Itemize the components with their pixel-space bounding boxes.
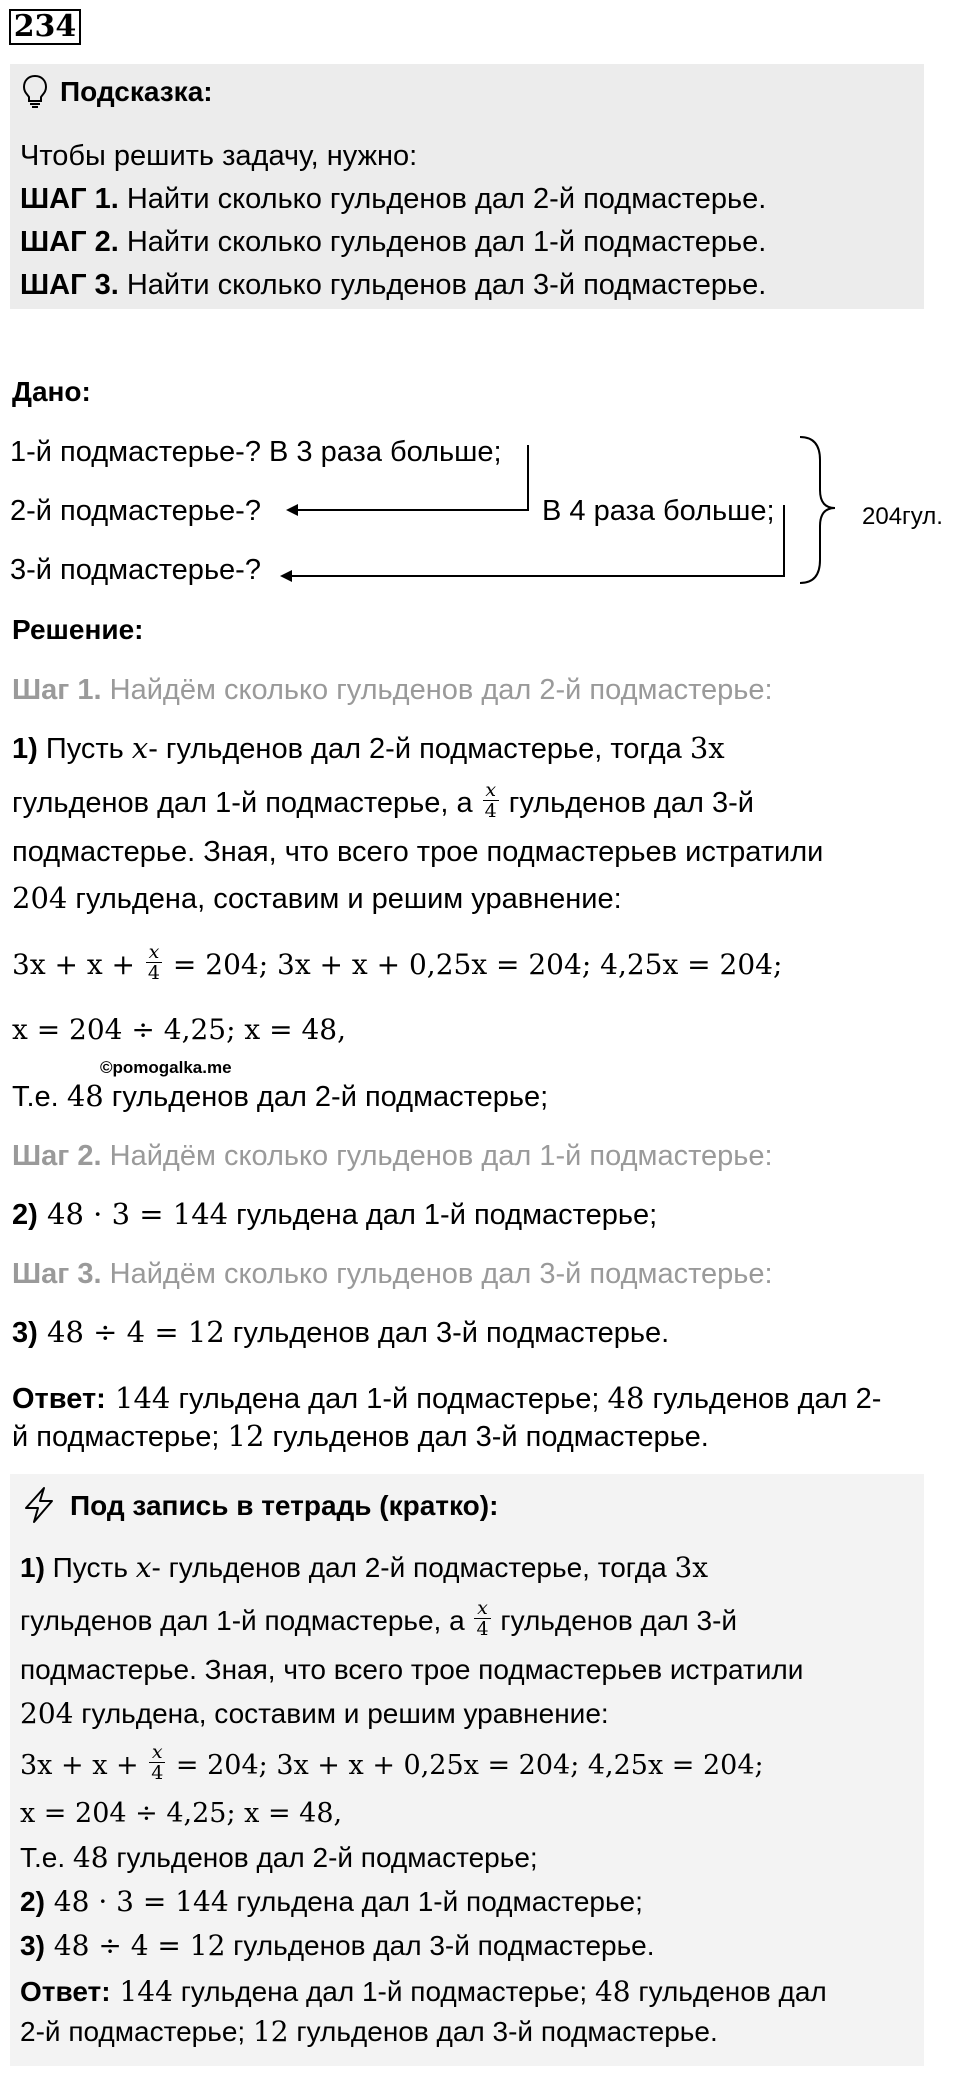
hint-step-label: ШАГ 3. — [20, 269, 119, 301]
solution-title: Решение: — [12, 614, 144, 645]
text: Пусть — [44, 1552, 136, 1583]
solution-step-2-calc — [12, 1196, 657, 1233]
text: гульденов дал 3-й — [492, 1604, 738, 1636]
hint-title: Подсказка: — [60, 76, 213, 107]
text: Пусть — [37, 733, 132, 765]
text: й подмастерье; — [12, 1421, 228, 1453]
short-line-5 — [20, 1840, 538, 1876]
short-answer-line-1 — [20, 1974, 827, 2010]
math-number: 48 — [607, 1381, 645, 1415]
text: гульденов дал 3-й подмастерье. — [288, 2016, 718, 2047]
math-fraction — [483, 780, 499, 821]
fraction-numerator: x — [483, 780, 499, 801]
text: Т.е. — [12, 1081, 67, 1113]
math-number: 12 — [227, 1419, 265, 1453]
short-equation-2: x = 204 ÷ 4,25; x = 48, — [20, 1798, 343, 1829]
solution-step-1-heading — [12, 672, 773, 708]
answer-label: Ответ: — [12, 1383, 106, 1415]
text: гульденов дал 3-й — [500, 787, 754, 820]
math-expression: 3x — [689, 731, 725, 765]
math-expression: 48 ÷ 4 = 12 — [37, 1315, 225, 1349]
item-number: 2) — [12, 1199, 38, 1231]
item-number: 1) — [20, 1552, 45, 1583]
hint-step-label: ШАГ 2. — [20, 226, 119, 258]
math-number: 48 — [72, 1841, 109, 1874]
arrow-head — [286, 504, 298, 516]
hint-intro: Чтобы решить задачу, нужно: — [20, 140, 418, 172]
solution-step-3-heading — [12, 1256, 773, 1292]
math-expression: 48 · 3 = 144 — [37, 1197, 229, 1231]
text: гульденов дал 3-й подмастерье. — [264, 1421, 709, 1453]
math-variable: x — [135, 1551, 152, 1584]
item-number: 1) — [12, 733, 38, 765]
text: гульденов дал 1-й подмастерье, а — [12, 787, 481, 820]
solution-paragraph-line-1 — [12, 730, 725, 767]
text: гульденов дал 3-й подмастерье. — [224, 1317, 670, 1349]
short-step-3 — [20, 1928, 655, 1964]
short-equation-1 — [20, 1741, 764, 1787]
text: гульдена дал 1-й подмастерье; — [228, 1199, 658, 1231]
math-number: 48 — [594, 1975, 631, 2008]
text: 2-й подмастерье; — [20, 2016, 253, 2047]
math-fraction — [474, 1598, 490, 1639]
item-number: 3) — [20, 1930, 45, 1961]
step-text: Найдём сколько гульденов дал 2-й подмастерье: — [101, 674, 773, 706]
answer-label: Ответ: — [20, 1976, 111, 2007]
math-expression: 48 ÷ 4 = 12 — [44, 1929, 226, 1962]
lightning-icon — [22, 1486, 56, 1524]
fraction-numerator: x — [474, 1598, 490, 1619]
text: гульденов дал 2- — [644, 1383, 882, 1415]
math-expression: = 204; 3x + x + 0,25x = 204; 4,25x = 204; — [167, 1750, 764, 1781]
text: гульдена дал 1-й подмастерье; — [170, 1383, 608, 1415]
math-number: 12 — [252, 2015, 289, 2048]
text: - гульденов дал 2-й подмастерье, тогда — [151, 1552, 675, 1583]
step-text: Найдём сколько гульденов дал 1-й подмастерье: — [101, 1140, 773, 1172]
given-row-2: 2-й подмастерье-? — [10, 495, 261, 527]
text: - гульденов дал 2-й подмастерье, тогда — [148, 733, 690, 765]
math-number: 204 — [12, 881, 68, 915]
short-notes-box — [10, 1474, 924, 2066]
given-row-2-relation: В 4 раза больше; — [542, 495, 775, 527]
text: гульдена, составим и решим уравнение: — [73, 1698, 609, 1729]
item-number: 2) — [20, 1886, 45, 1917]
math-number: 204 — [20, 1697, 74, 1730]
solution-paragraph-line-3: подмастерье. Зная, что всего трое подмастерьев истратили — [12, 836, 824, 868]
text: гульдена дал 1-й подмастерье; — [228, 1886, 643, 1917]
text: Т.е. — [20, 1842, 73, 1873]
arrow-head — [280, 570, 292, 582]
arrow-2-to-3 — [284, 505, 784, 576]
given-title: Дано: — [12, 376, 91, 407]
math-expression: 3x — [674, 1551, 709, 1584]
given-total: 204гул. — [862, 503, 943, 530]
short-answer-line-2 — [20, 2014, 718, 2050]
fraction-denominator: 4 — [484, 800, 497, 822]
text: гульденов дал 2-й подмастерье; — [108, 1842, 538, 1873]
math-number: 48 — [66, 1079, 104, 1113]
fraction-numerator: x — [149, 1742, 165, 1763]
problem-number: 234 — [9, 9, 81, 45]
fraction-denominator: 4 — [151, 1762, 164, 1784]
answer-line-2 — [12, 1418, 709, 1455]
step-label: Шаг 1. — [12, 674, 102, 706]
given-row-3: 3-й подмастерье-? — [10, 554, 261, 586]
solution-equation-2: x = 204 ÷ 4,25; x = 48, — [12, 1013, 347, 1046]
text: гульденов дал 3-й подмастерье. — [225, 1930, 655, 1961]
short-step-2 — [20, 1884, 643, 1920]
answer-line-1 — [12, 1380, 881, 1417]
short-line-1 — [20, 1550, 708, 1586]
math-number: 144 — [105, 1381, 171, 1415]
hint-step-label: ШАГ 1. — [20, 183, 119, 215]
step-text: Найдём сколько гульденов дал 3-й подмастерье: — [101, 1258, 773, 1290]
math-variable: x — [131, 731, 149, 765]
given-arrows — [0, 0, 960, 640]
fraction-numerator: x — [146, 942, 162, 963]
short-title: Под запись в тетрадь (кратко): — [70, 1490, 499, 1521]
solution-paragraph-line-5 — [12, 1078, 548, 1115]
short-line-3: подмастерье. Зная, что всего трое подмастерьев истратили — [20, 1654, 804, 1685]
text: гульдена, составим и решим уравнение: — [67, 883, 622, 915]
math-fraction — [146, 942, 162, 983]
math-number: 144 — [110, 1975, 173, 2008]
math-expression: 3x + x + — [12, 948, 144, 981]
step-label: Шаг 2. — [12, 1140, 102, 1172]
solution-paragraph-line-2 — [12, 779, 754, 825]
solution-paragraph-line-4 — [12, 880, 622, 917]
text: гульденов дал 1-й подмастерье, а — [20, 1604, 473, 1636]
text: гульденов дал — [630, 1976, 827, 2007]
arrow-1-to-2 — [290, 445, 528, 510]
solution-step-2-heading — [12, 1138, 773, 1174]
curly-brace — [800, 437, 835, 583]
math-expression: 3x + x + — [20, 1750, 148, 1781]
solution-step-3-calc — [12, 1314, 669, 1351]
watermark: ©pomogalka.me — [100, 1058, 232, 1077]
hint-step-text: Найти сколько гульденов дал 3-й подмастерье. — [118, 269, 767, 301]
given-row-1: 1-й подмастерье-? В 3 раза больше; — [10, 436, 502, 468]
hint-step-text: Найти сколько гульденов дал 1-й подмастерье. — [118, 226, 767, 258]
text: гульдена дал 1-й подмастерье; — [172, 1976, 595, 2007]
fraction-denominator: 4 — [476, 1618, 489, 1640]
hint-step-text: Найти сколько гульденов дал 2-й подмастерье. — [118, 183, 767, 215]
short-line-4 — [20, 1696, 609, 1732]
fraction-denominator: 4 — [147, 962, 161, 984]
item-number: 3) — [12, 1317, 38, 1349]
math-fraction — [149, 1742, 165, 1783]
step-label: Шаг 3. — [12, 1258, 102, 1290]
math-expression: 48 · 3 = 144 — [44, 1885, 229, 1918]
text: гульденов дал 2-й подмастерье; — [103, 1081, 549, 1113]
solution-equation-1 — [12, 941, 783, 987]
math-expression: = 204; 3x + x + 0,25x = 204; 4,25x = 204; — [164, 948, 783, 981]
short-line-2 — [20, 1597, 738, 1643]
